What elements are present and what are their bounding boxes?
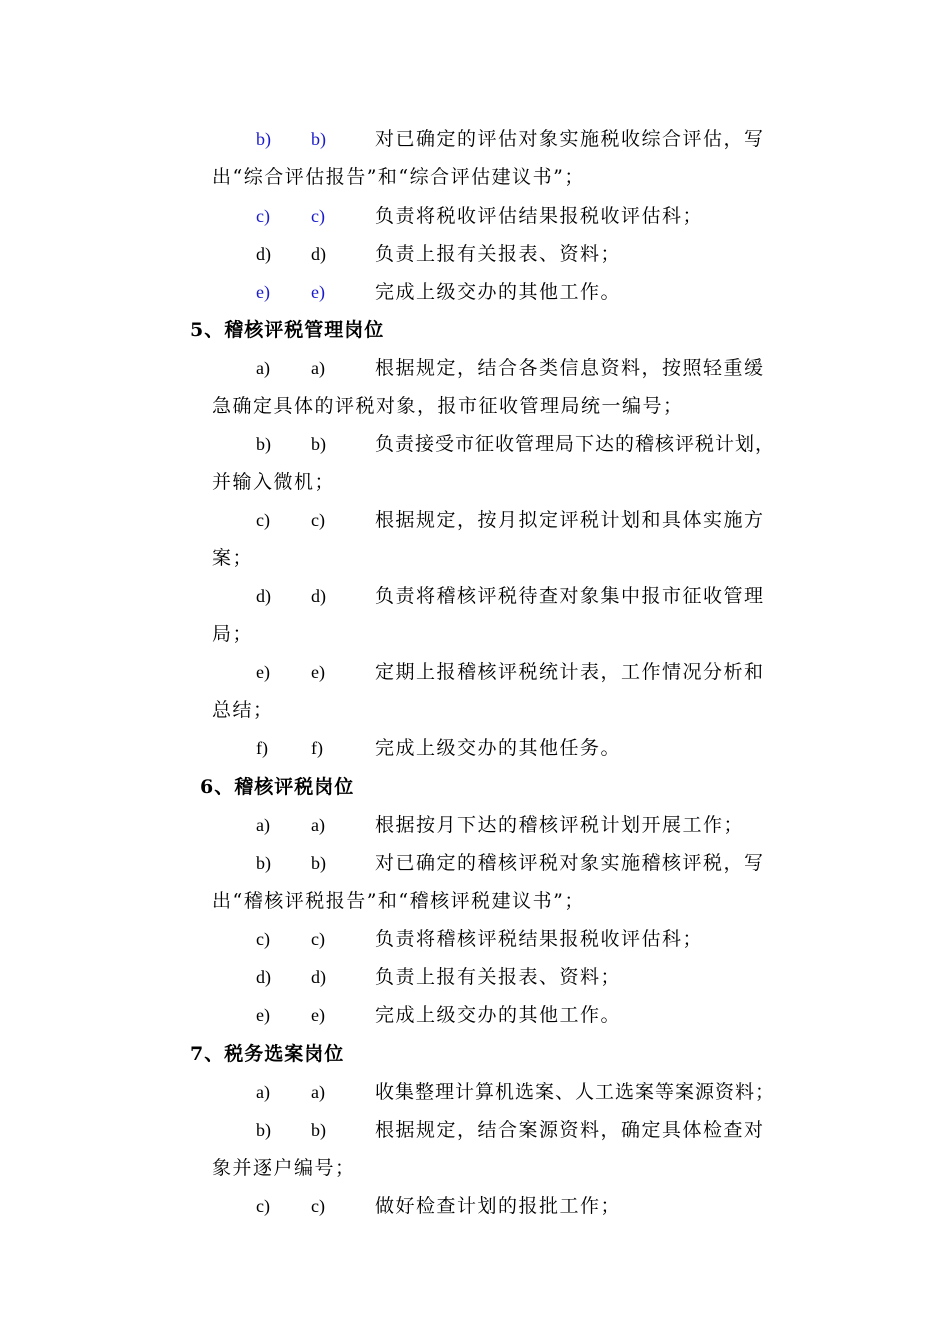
list-marker: b) bbox=[311, 129, 326, 149]
list-marker: b) bbox=[256, 129, 271, 149]
list-marker: c) bbox=[256, 1196, 270, 1216]
list-marker: d) bbox=[256, 967, 271, 987]
list-item-continuation: 出“综合评估报告”和“综合评估建议书”； bbox=[212, 166, 585, 188]
list-item-continuation: 总结； bbox=[212, 699, 274, 721]
list-marker: d) bbox=[311, 586, 326, 606]
list-marker: d) bbox=[256, 244, 271, 264]
list-marker: b) bbox=[311, 434, 326, 454]
list-marker: e) bbox=[256, 1005, 270, 1025]
list-marker: a) bbox=[311, 358, 325, 378]
list-marker: c) bbox=[256, 206, 270, 226]
list-item-continuation: 出“稽核评税报告”和“稽核评税建议书”； bbox=[212, 890, 585, 912]
list-marker: d) bbox=[311, 244, 326, 264]
list-marker: a) bbox=[256, 815, 270, 835]
list-item-text: 根据规定，按月拟定评税计划和具体实施方 bbox=[375, 509, 765, 531]
list-item-text: 负责将稽核评税结果报税收评估科； bbox=[375, 928, 704, 950]
list-marker: d) bbox=[256, 586, 271, 606]
list-marker: a) bbox=[311, 815, 325, 835]
list-marker: b) bbox=[311, 1120, 326, 1140]
list-marker: c) bbox=[311, 206, 325, 226]
list-item-text: 做好检查计划的报批工作； bbox=[375, 1195, 622, 1217]
list-item-continuation: 急确定具体的评税对象，报市征收管理局统一编号； bbox=[212, 395, 684, 417]
list-item-continuation: 并输入微机； bbox=[212, 471, 336, 493]
section-heading: 6、稽核评税岗位 bbox=[200, 776, 355, 798]
list-item-text: 收集整理计算机选案、人工选案等案源资料； bbox=[375, 1081, 776, 1103]
list-item-text: 负责上报有关报表、资料； bbox=[375, 966, 622, 988]
list-item-text: 负责将税收评估结果报税收评估科； bbox=[375, 205, 704, 227]
list-item-text: 根据规定，结合各类信息资料，按照轻重缓 bbox=[375, 357, 765, 379]
list-marker: c) bbox=[256, 929, 270, 949]
list-item-continuation: 象并逐户编号； bbox=[212, 1157, 356, 1179]
list-item-text: 负责接受市征收管理局下达的稽核评税计划， bbox=[375, 433, 776, 455]
list-item-text: 完成上级交办的其他工作。 bbox=[375, 1004, 622, 1026]
list-marker: b) bbox=[256, 853, 271, 873]
list-item-text: 对已确定的评估对象实施税收综合评估，写 bbox=[375, 128, 765, 150]
section-heading: 7、税务选案岗位 bbox=[190, 1043, 345, 1065]
list-item-continuation: 案； bbox=[212, 547, 254, 569]
section-heading: 5、稽核评税管理岗位 bbox=[190, 319, 385, 341]
list-marker: c) bbox=[311, 929, 325, 949]
list-marker: a) bbox=[256, 1082, 270, 1102]
list-item-continuation: 局； bbox=[212, 623, 254, 645]
list-marker: b) bbox=[256, 434, 271, 454]
list-marker: b) bbox=[256, 1120, 271, 1140]
list-marker: d) bbox=[311, 967, 326, 987]
list-item-text: 根据规定，结合案源资料，确定具体检查对 bbox=[375, 1119, 765, 1141]
list-marker: e) bbox=[311, 282, 325, 302]
list-item-text: 根据按月下达的稽核评税计划开展工作； bbox=[375, 814, 745, 836]
list-item-text: 负责将稽核评税待查对象集中报市征收管理 bbox=[375, 585, 765, 607]
list-marker: c) bbox=[256, 510, 270, 530]
list-marker: a) bbox=[256, 358, 270, 378]
list-marker: c) bbox=[311, 510, 325, 530]
list-item-text: 完成上级交办的其他工作。 bbox=[375, 281, 622, 303]
list-item-text: 完成上级交办的其他任务。 bbox=[375, 737, 622, 759]
list-marker: a) bbox=[311, 1082, 325, 1102]
list-item-text: 负责上报有关报表、资料； bbox=[375, 243, 622, 265]
list-item-text: 定期上报稽核评税统计表，工作情况分析和 bbox=[375, 661, 765, 683]
list-marker: e) bbox=[256, 282, 270, 302]
list-marker: e) bbox=[311, 1005, 325, 1025]
list-marker: f) bbox=[311, 738, 323, 758]
list-marker: f) bbox=[256, 738, 268, 758]
list-item-text: 对已确定的稽核评税对象实施稽核评税，写 bbox=[375, 852, 765, 874]
list-marker: b) bbox=[311, 853, 326, 873]
list-marker: e) bbox=[256, 662, 270, 682]
list-marker: c) bbox=[311, 1196, 325, 1216]
list-marker: e) bbox=[311, 662, 325, 682]
